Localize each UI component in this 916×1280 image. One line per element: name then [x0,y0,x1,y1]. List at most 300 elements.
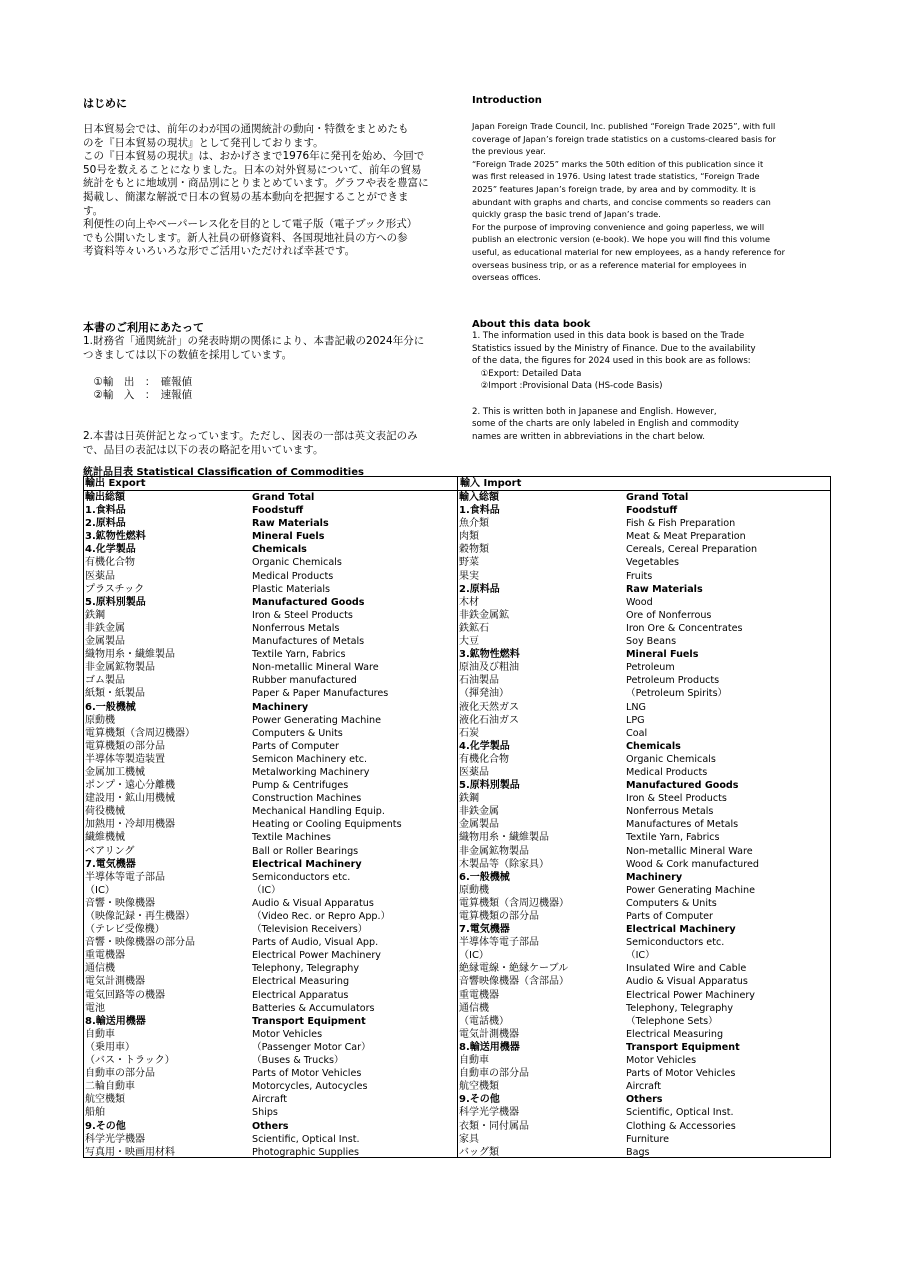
commodity-name-en: Raw Materials [252,518,329,530]
commodity-name-en: Parts of Computer [626,911,713,922]
commodity-name-jp: 3.鉱物性燃料 [85,531,146,543]
usage-en-title: About this data book [472,319,591,330]
commodity-name-jp: 5.原料別製品 [85,596,146,608]
commodity-name-en: Parts of Motor Vehicles [626,1068,736,1080]
commodity-name-en: （IC） [626,950,655,962]
commodity-name-jp: 通信機 [459,1002,489,1014]
commodity-name-en: Plastic Materials [252,583,331,595]
table-row [84,910,457,923]
commodity-name-jp: 4.化学製品 [85,544,136,556]
commodity-name-en: Bags [626,1146,650,1158]
commodity-name-en: Power Generating Machine [252,714,382,726]
commodity-name-jp: （映像記録・再生機器） [85,911,195,922]
commodity-name-en: Petroleum [626,662,675,674]
table-row [458,989,831,1002]
commodity-name-en: Electrical Power Machinery [626,989,755,1001]
commodity-name-en: Motor Vehicles [626,1055,697,1067]
table-row [458,661,831,674]
commodity-name-jp: 液化天然ガス [459,701,519,713]
commodity-name-en: Chemicals [626,740,681,752]
table-row [458,596,831,609]
commodity-name-en: Semiconductors etc. [252,871,351,883]
commodity-name-jp: 船舶 [85,1107,105,1119]
table-row [458,884,831,897]
commodity-name-en: Heating or Cooling Equipments [252,819,402,831]
commodity-name-en: Electrical Machinery [626,924,736,936]
commodity-name-jp: 非鉄金属鉱 [459,609,509,621]
commodity-name-en: Organic Chemicals [626,753,716,765]
table-row [458,674,831,687]
commodity-name-jp: 液化石油ガス [459,714,519,726]
commodity-name-en: Grand Total [252,492,315,503]
text-line: ②Import :Provisional Data (HS-code Basis) [472,381,663,392]
text-line: 利便性の向上やペーパーレス化を目的として電子版（電子ブック形式） [83,218,418,231]
table-row [84,1146,457,1159]
commodity-name-jp: 半導体等電子部品 [459,937,539,949]
commodity-name-en: Medical Products [626,766,708,778]
text-line: 考資料等々いろいろな形でご活用いただければ幸甚です。 [83,245,356,258]
commodity-name-en: Ships [252,1107,278,1119]
text-line: つきましては以下の数値を採用しています。 [83,348,293,361]
commodity-name-en: Wood & Cork manufactured [626,858,759,870]
commodity-name-jp: 自動車の部分品 [459,1068,529,1080]
commodity-name-jp: （電話機） [459,1015,509,1027]
table-row [84,1002,457,1015]
commodity-name-en: Aircraft [252,1094,288,1106]
commodity-name-jp: 航空機類 [459,1081,499,1093]
commodity-name-en: Photographic Supplies [252,1146,360,1158]
commodity-name-en: （Petroleum Spirits） [626,688,728,700]
commodity-name-jp: 輸入総額 [459,492,499,503]
commodity-name-en: Raw Materials [626,583,703,595]
commodity-name-en: Semiconductors etc. [626,937,725,949]
text-line: overseas offices. [472,272,541,283]
commodity-name-jp: 音響映像機器（含部品） [459,976,569,988]
table-row [458,556,831,569]
commodity-name-jp: 電気計測機器 [85,976,145,988]
commodity-name-en: Telephony, Telegraphy [626,1002,734,1014]
commodity-name-en: Construction Machines [252,793,362,805]
commodity-name-jp: 金属製品 [459,819,499,831]
commodity-name-jp: 半導体等製造装置 [85,753,165,765]
commodity-name-en: Computers & Units [252,727,343,739]
table-row [458,701,831,714]
commodity-name-jp: 8.輸送用機器 [85,1015,146,1027]
commodity-name-en: Medical Products [252,570,334,582]
commodity-name-en: Batteries & Accumulators [252,1002,375,1014]
commodity-name-en: Foodstuff [252,505,304,517]
table-row [84,831,457,844]
text-line: 2.本書は日英併記となっています。ただし、図表の一部は英文表記のみ [83,430,418,443]
text-line: ②輸 入 ： 速報値 [83,389,193,402]
table-row [458,1054,831,1067]
text-line: was first released in 1976. Using latest trade statistics, “Foreign Trade [472,171,760,182]
commodity-name-jp: 重電機器 [459,989,499,1001]
commodity-name-en: Scientific, Optical Inst. [626,1107,734,1119]
commodity-name-jp: 衣類・同付属品 [459,1120,529,1132]
table-row [458,936,831,949]
commodity-name-en: Scientific, Optical Inst. [252,1133,360,1145]
commodity-name-en: Nonferrous Metals [252,622,340,634]
commodity-name-en: Chemicals [252,544,307,556]
table-row [458,687,831,700]
table-row [458,530,831,543]
text-line: coverage of Japan’s foreign trade statistics on a customs-cleared basis for [472,133,776,144]
commodity-name-jp: ベアリング [85,845,135,857]
commodity-name-jp: 大豆 [459,636,479,648]
commodity-name-jp: 電池 [85,1002,105,1014]
commodity-name-jp: 航空機類 [85,1094,125,1106]
commodity-name-en: Non-metallic Mineral Ware [626,845,753,857]
commodity-name-jp: 電算機類の部分品 [459,911,539,922]
commodity-name-jp: 非鉄金属 [85,622,125,634]
commodity-name-jp: 石炭 [459,727,479,739]
table-row [84,596,457,609]
table-row [84,1054,457,1067]
commodity-name-en: Motor Vehicles [252,1028,323,1040]
table-row [458,766,831,779]
commodity-name-jp: 半導体等電子部品 [85,871,165,883]
commodity-name-en: Petroleum Products [626,675,720,687]
commodity-name-jp: 電算機類の部分品 [85,740,165,752]
commodity-name-jp: 鉄鋼 [459,793,479,805]
table-row [84,1015,457,1028]
table-row [458,714,831,727]
table-row [458,1028,831,1041]
text-line: ①輸 出 ： 確報値 [83,375,193,388]
table-row [458,792,831,805]
commodity-name-en: Foodstuff [626,505,678,517]
commodity-name-en: Parts of Audio, Visual App. [252,937,379,949]
table-row [84,1093,457,1106]
commodity-name-jp: 9.その他 [85,1120,126,1132]
commodity-name-en: Machinery [626,871,683,883]
table-title: 統計品目表 Statistical Classification of Commodities [83,467,364,478]
commodity-name-en: Non-metallic Mineral Ware [252,662,379,674]
commodity-name-jp: 輸出総額 [85,492,125,503]
commodity-name-en: Textile Machines [252,832,331,844]
commodity-name-jp: 織物用糸・繊維製品 [85,649,175,661]
commodity-name-jp: 原動機 [459,884,489,896]
text-line: overseas business trip, or as a reference material for employees in [472,259,747,270]
table-row [84,701,457,714]
import-column [458,491,831,1159]
table-row [84,635,457,648]
commodity-name-en: （IC） [252,884,281,896]
text-line: some of the charts are only labeled in English and commodity [472,419,739,430]
intro-jp-section [83,95,453,259]
commodity-name-jp: 木製品等（除家具） [459,858,549,870]
import-header: 輸入 Import [460,478,522,489]
commodity-name-jp: 木材 [459,596,479,608]
table-row [84,1133,457,1146]
commodity-name-en: Semicon Machinery etc. [252,753,368,765]
table-row [84,674,457,687]
commodity-name-jp: 8.輸送用機器 [459,1041,520,1053]
commodity-name-jp: 原油及び粗油 [459,662,519,674]
table-row [84,792,457,805]
export-header: 輸出 Export [85,478,146,489]
table-row [458,635,831,648]
text-line: 掲載し、簡潔な解説で日本の貿易の基本動向を把握することができま [83,190,409,203]
export-column [84,491,457,1159]
commodity-name-jp: 二輪自動車 [85,1081,135,1093]
commodity-name-jp: 鉄鉱石 [459,622,489,634]
commodity-name-en: Transport Equipment [252,1015,366,1027]
table-row [84,805,457,818]
commodity-name-en: Ball or Roller Bearings [252,845,359,857]
text-line: abundant with graphs and charts, and concise comments so readers can [472,196,771,207]
usage-jp-body [83,335,453,457]
table-row [458,831,831,844]
commodity-name-en: Grand Total [626,492,689,503]
table-row [84,779,457,792]
table-row [458,543,831,556]
table-row [84,884,457,897]
table-row [84,648,457,661]
commodity-name-en: Wood [626,596,653,608]
commodity-name-jp: 加熱用・冷却用機器 [85,819,175,831]
commodity-name-en: Motorcycles, Autocycles [252,1081,368,1093]
table-row [458,1041,831,1054]
commodity-name-jp: 通信機 [85,963,115,975]
table-row [458,818,831,831]
commodity-name-jp: 1.食料品 [459,505,500,517]
table-row [84,661,457,674]
commodity-name-en: Iron Ore & Concentrates [626,622,743,634]
text-line [83,362,453,376]
commodity-name-en: Textile Yarn, Fabrics [626,832,720,844]
commodity-name-en: Parts of Motor Vehicles [252,1068,362,1080]
commodity-name-en: LNG [626,701,646,713]
table-row [84,727,457,740]
commodity-name-jp: 自動車 [85,1028,115,1040]
commodity-name-jp: 肉類 [459,531,479,543]
commodity-name-en: （Video Rec. or Repro App.） [252,911,391,922]
commodity-name-jp: （バス・トラック） [85,1055,175,1067]
commodity-name-en: （Passenger Motor Car） [252,1041,371,1053]
table-row [458,949,831,962]
table-row [84,504,457,517]
text-line: “Foreign Trade 2025” marks the 50th edition of this publication since it [472,158,764,169]
text-line: でも公開いたします。新人社員の研修資料、各国現地社員の方への参 [83,231,408,244]
commodity-name-en: Manufactured Goods [252,596,365,608]
table-row [84,1120,457,1133]
text-line: 1. The information used in this data book is based on the Trade [472,331,745,341]
commodity-name-jp: 医薬品 [459,766,489,778]
table-row [84,1028,457,1041]
commodity-name-en: Fish & Fish Preparation [626,518,736,530]
table-row [458,491,831,504]
commodity-name-en: Vegetables [626,557,680,569]
table-row [458,517,831,530]
commodity-name-en: Ore of Nonferrous [626,609,712,621]
commodity-name-en: Electrical Measuring [626,1028,724,1040]
commodity-name-jp: 医薬品 [85,570,115,582]
table-row [458,858,831,871]
table-row [458,1002,831,1015]
commodity-name-jp: 金属加工機械 [85,766,145,778]
commodity-name-en: Others [252,1120,289,1132]
text-line: Japan Foreign Trade Council, Inc. published “Foreign Trade 2025”, with full [472,121,776,131]
commodity-name-jp: プラスチック [85,583,145,595]
commodity-name-en: Mineral Fuels [252,531,325,543]
table-row [84,858,457,871]
commodity-name-jp: 紙類・紙製品 [85,688,145,700]
commodity-name-en: Mineral Fuels [626,649,699,661]
table-row [84,622,457,635]
commodity-name-jp: 非金属鉱物製品 [459,845,529,857]
intro-en-body [472,120,842,284]
commodity-name-en: Power Generating Machine [626,884,756,896]
commodity-name-jp: 7.電気機器 [459,924,510,936]
commodity-name-en: LPG [626,714,645,726]
commodity-name-jp: バッグ類 [459,1146,499,1158]
commodity-name-en: Audio & Visual Apparatus [252,897,374,909]
commodity-name-en: Parts of Computer [252,740,339,752]
table-row [84,766,457,779]
commodity-name-jp: 9.その他 [459,1094,500,1106]
text-line: names are written in abbreviations in the chart below. [472,431,705,442]
commodity-name-jp: 野菜 [459,557,479,569]
commodity-name-jp: （テレビ受像機） [85,924,165,936]
commodity-name-jp: 石油製品 [459,675,499,687]
table-row [84,989,457,1002]
commodity-name-jp: 科学光学機器 [459,1107,519,1119]
table-row [458,1093,831,1106]
commodity-name-en: Iron & Steel Products [626,793,727,805]
text-line: この『日本貿易の現状』は、おかげさまで1976年に発刊を始め、今回で [83,150,425,163]
text-line: quickly grasp the basic trend of Japan’s trade. [472,209,661,220]
commodity-name-en: Cereals, Cereal Preparation [626,544,758,556]
commodity-name-jp: 音響・映像機器 [85,897,155,909]
commodity-name-en: Audio & Visual Apparatus [626,976,748,988]
commodity-name-jp: 鉄鋼 [85,609,105,621]
text-line: Statistics issued by the Ministry of Finance. Due to the availability [472,343,756,354]
text-line [83,417,453,431]
table-row [458,609,831,622]
text-line: す。 [83,204,104,217]
commodity-name-en: （Telephone Sets） [626,1015,718,1027]
commodity-name-en: Insulated Wire and Cable [626,963,747,975]
commodity-name-jp: 家具 [459,1133,479,1145]
commodity-name-jp: 7.電気機器 [85,858,136,870]
intro-jp-body [83,123,453,259]
text-line: of the data, the figures for 2024 used in this book are as follows: [472,356,751,367]
commodity-name-jp: 穀物類 [459,544,489,556]
table-row [84,609,457,622]
table-row [458,753,831,766]
intro-en-section [472,95,842,284]
commodity-name-jp: 4.化学製品 [459,740,510,752]
commodity-name-jp: 有機化合物 [85,557,135,569]
table-row [84,543,457,556]
table-row [84,1106,457,1119]
table-row [84,949,457,962]
commodity-name-jp: 原動機 [85,714,115,726]
commodity-name-jp: 5.原料別製品 [459,780,520,792]
table-row [458,923,831,936]
table-row [84,975,457,988]
table-row [458,727,831,740]
commodity-name-jp: （揮発油） [459,688,509,700]
table-row [458,1106,831,1119]
commodity-name-jp: （IC） [85,884,115,896]
table-row [458,1146,831,1159]
intro-jp-title: はじめに [83,97,127,110]
table-row [458,504,831,517]
table-row [458,583,831,596]
commodity-name-jp: 建設用・鉱山用機械 [85,793,175,805]
commodity-name-en: Nonferrous Metals [626,806,714,818]
text-line: useful, as educational material for new employees, as a handy reference for [472,246,785,257]
table-row [84,530,457,543]
text-line: publish an electronic version (e-book). We hope you will find this volume [472,234,771,245]
table-row [458,1120,831,1133]
text-line: 1.財務省「通関統計」の発表時期の関係により、本書記載の2024年分に [83,335,425,347]
text-line: で、品目の表記は以下の表の略記を用いています。 [83,443,324,456]
table-row [458,570,831,583]
table-row [84,845,457,858]
table-row [84,923,457,936]
commodity-name-jp: 科学光学機器 [85,1133,145,1145]
commodity-name-jp: 果実 [459,570,479,582]
table-row [458,1133,831,1146]
commodity-name-en: Rubber manufactured [252,675,357,687]
table-row [84,491,457,504]
table-row [84,517,457,530]
table-row [84,818,457,831]
table-row [458,648,831,661]
commodity-name-en: Aircraft [626,1081,662,1093]
commodity-name-jp: 電算機類（含周辺機器） [459,897,569,909]
commodity-name-en: Electrical Apparatus [252,989,349,1001]
table-row [458,962,831,975]
text-line: 50号を数えることになりました。日本の対外貿易について、前年の貿易 [83,163,422,176]
commodity-name-jp: 電算機類（含周辺機器） [85,727,195,739]
commodity-name-en: Electrical Machinery [252,858,362,870]
commodity-name-en: Furniture [626,1133,670,1145]
commodity-name-jp: 織物用糸・繊維製品 [459,832,549,844]
usage-jp-section [83,319,453,457]
commodity-name-jp: 非金属鉱物製品 [85,662,155,674]
commodity-name-en: Pump & Centrifuges [252,780,349,792]
table-row [84,753,457,766]
commodity-name-jp: 荷役機械 [85,806,125,818]
intro-en-title: Introduction [472,95,542,106]
table-row [458,805,831,818]
commodity-name-jp: 金属製品 [85,636,125,648]
commodity-name-jp: 写真用・映画用材料 [85,1146,175,1158]
table-row [84,1080,457,1093]
commodity-name-en: Manufactures of Metals [252,636,365,648]
table-row [458,779,831,792]
commodity-name-jp: 音響・映像機器の部分品 [85,937,195,949]
usage-jp-title: 本書のご利用にあたって [83,321,204,334]
commodity-name-en: Textile Yarn, Fabrics [252,649,346,661]
commodity-name-en: Iron & Steel Products [252,609,353,621]
commodity-name-en: （Buses & Trucks） [252,1055,344,1067]
table-row [84,936,457,949]
text-line: 2025” features Japan’s foreign trade, by area and by commodity. It is [472,183,756,194]
commodity-name-en: Paper & Paper Manufactures [252,688,389,700]
table-row [458,1067,831,1080]
text-line [83,403,453,417]
commodity-name-jp: ポンプ・遠心分離機 [85,780,175,792]
commodity-name-jp: 3.鉱物性燃料 [459,649,520,661]
commodity-name-en: Metalworking Machinery [252,766,370,778]
text-line: For the purpose of improving convenience and going paperless, we will [472,221,765,232]
